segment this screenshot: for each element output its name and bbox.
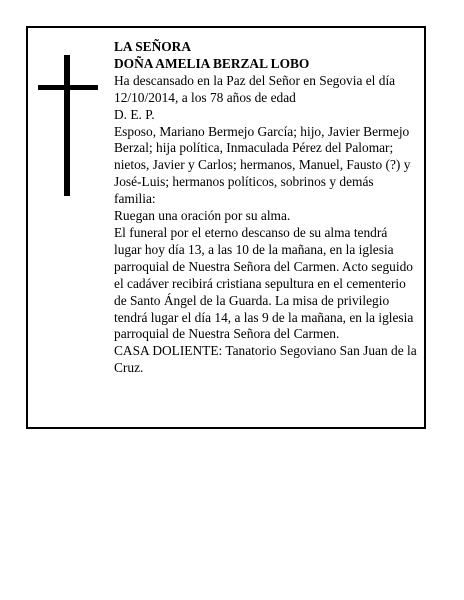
cross-icon xyxy=(38,55,98,196)
cross-horizontal-bar xyxy=(38,85,98,90)
death-announcement: Ha descansado en la Paz del Señor en Segovia el día 12/10/2014, a los 78 años de edad xyxy=(114,72,396,105)
notice-title: LA SEÑORA xyxy=(114,39,192,54)
family-list: Esposo, Mariano Bermejo García; hijo, Javier Bermejo Berzal; hija política, Inmaculada Pérez del Palomar; nietos, Javier y Carlos; hermanos, Manuel, Fausto (?) y José-Luis; hermanos políticos, sobrinos y demás familia: xyxy=(114,123,411,207)
casa-doliente: CASA DOLIENTE: Tanatorio Segoviano San Juan de la Cruz. xyxy=(114,343,417,376)
prayer-request: Ruegan una oración por su alma. xyxy=(114,208,291,224)
funeral-details: El funeral por el eterno descanso de su alma tendrá lugar hoy día 13, a las 10 de la mañana, en la iglesia parroquial de Nuestra Señora del Carmen. Acto seguido el cadáver recibirá cristiana sepultura en el cementerio de Santo Ángel de la Guarda. La misa de privilegio tendrá lugar el día 14, a las 9 de la mañana, en la iglesia parroquial de Nuestra Señora del Carmen. xyxy=(114,224,414,342)
cross-vertical-bar xyxy=(64,55,70,196)
obituary-text xyxy=(114,39,418,377)
rest-in-peace: D. E. P. xyxy=(114,106,155,122)
deceased-name: DOÑA AMELIA BERZAL LOBO xyxy=(114,55,310,71)
